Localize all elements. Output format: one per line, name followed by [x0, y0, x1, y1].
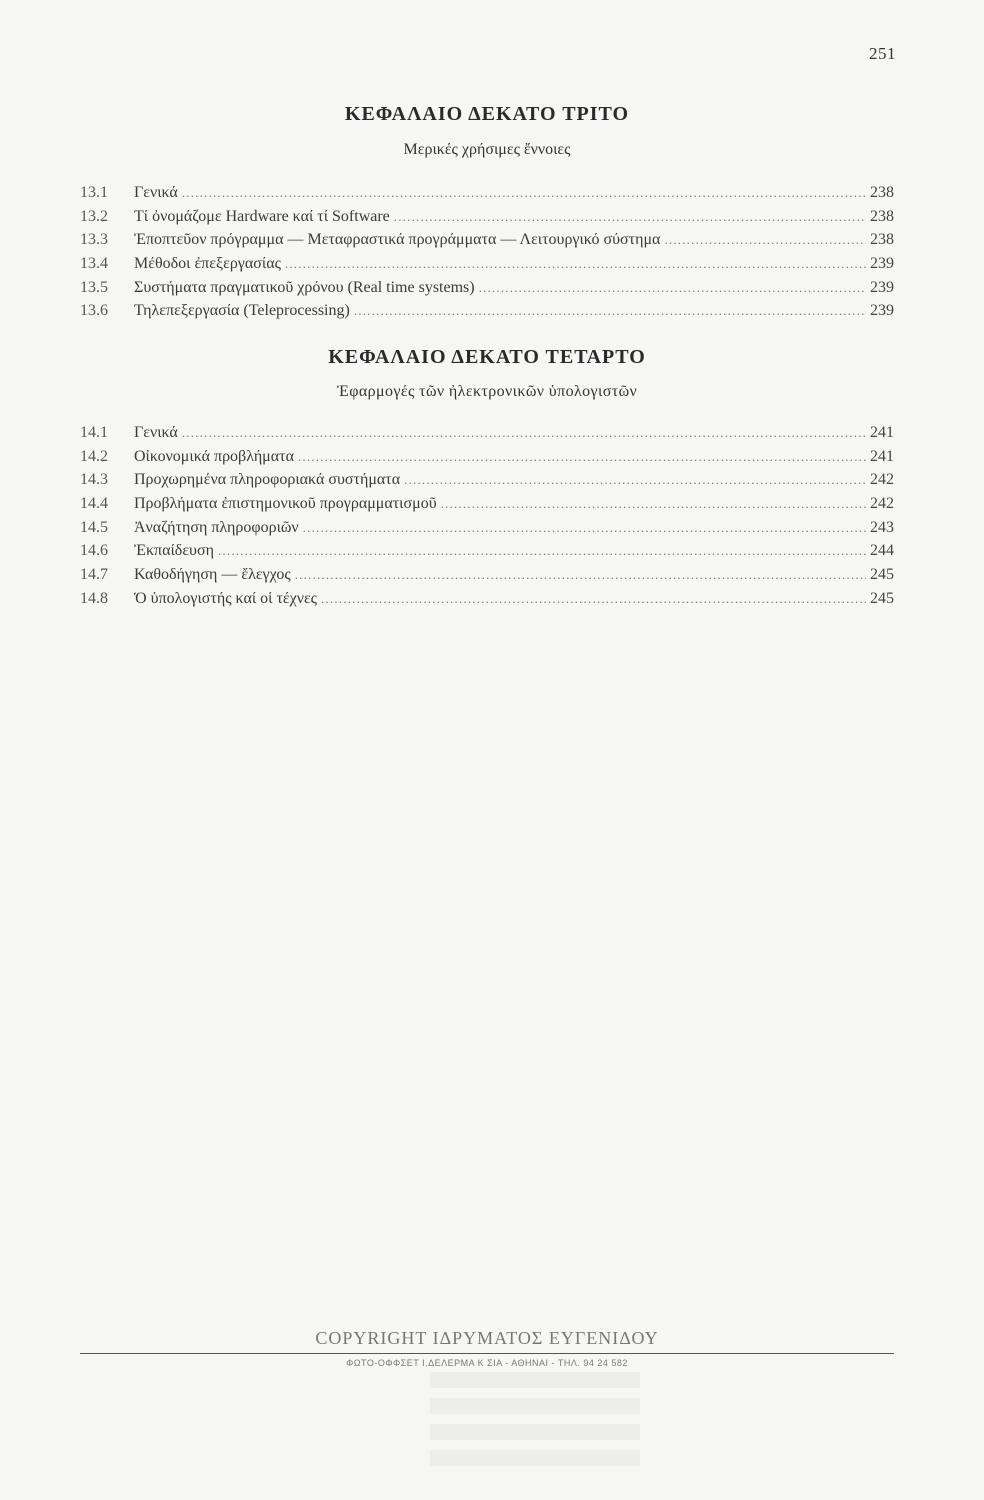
toc-dot-leader — [441, 492, 866, 516]
toc-entry-number: 14.5 — [80, 518, 108, 536]
toc-entry-number: 14.7 — [80, 566, 108, 584]
toc-entry-title: Καθοδήγηση — ἔλεγχος — [134, 566, 291, 584]
toc-entry-page: 239 — [870, 302, 894, 320]
toc-entry — [80, 181, 894, 205]
toc-entry-title: Τηλεπεξεργασία (Teleprocessing) — [134, 302, 350, 320]
footer-divider — [80, 1353, 894, 1354]
toc-entry — [80, 421, 894, 445]
toc-entry-page: 238 — [870, 231, 894, 249]
toc-entry-title: Γενικά — [134, 184, 178, 201]
toc-entry-title: Συστήματα πραγματικοῦ χρόνου (Real time systems) — [134, 278, 475, 296]
toc-entry-number: 13.3 — [80, 231, 108, 249]
toc-dot-leader — [285, 252, 866, 276]
toc-entry-number: 13.2 — [80, 207, 108, 225]
chapter-13-title: ΚΕΦΑΛΑΙΟ ΔΕΚΑΤΟ ΤΡΙΤΟ — [344, 103, 630, 125]
toc-entry-page: 238 — [870, 184, 894, 201]
chapter-14-toc — [80, 421, 894, 611]
toc-entry-page: 238 — [870, 207, 894, 225]
toc-entry-title: Ἐποπτεῦον πρόγραμμα — Μεταφραστικά προγράμματα — Λειτουργικό σύστημα — [134, 231, 661, 249]
chapter-14-title: ΚΕΦΑΛΑΙΟ ΔΕΚΑΤΟ ΤΕΤΑΡΤΟ — [328, 346, 646, 368]
toc-dot-leader — [182, 181, 866, 205]
toc-entry-number: 13.5 — [80, 278, 108, 296]
toc-entry-page: 241 — [870, 424, 894, 441]
toc-entry-number: 14.4 — [80, 495, 108, 513]
toc-entry — [80, 252, 894, 276]
toc-dot-leader — [394, 205, 866, 229]
toc-entry-number: 14.2 — [80, 447, 108, 465]
toc-entry — [80, 563, 894, 587]
toc-entry-page: 244 — [870, 542, 894, 560]
toc-dot-leader — [295, 563, 866, 587]
toc-entry-title: Ἀναζήτηση πληροφοριῶν — [134, 518, 299, 536]
toc-entry-number: 13.1 — [80, 184, 108, 201]
toc-entry — [80, 276, 894, 300]
toc-dot-leader — [303, 516, 866, 540]
toc-entry-page: 245 — [870, 589, 894, 607]
toc-entry-title: Γενικά — [134, 424, 178, 441]
toc-entry-page: 239 — [870, 278, 894, 296]
toc-entry — [80, 468, 894, 492]
toc-entry-page: 245 — [870, 566, 894, 584]
toc-entry — [80, 299, 894, 323]
toc-entry — [80, 492, 894, 516]
toc-entry-number: 14.1 — [80, 424, 108, 441]
toc-entry — [80, 205, 894, 229]
toc-dot-leader — [218, 539, 866, 563]
toc-entry-title: Οἰκονομικά προβλήματα — [134, 447, 294, 465]
toc-entry-number: 13.6 — [80, 302, 108, 320]
toc-entry — [80, 539, 894, 563]
toc-entry-title: Τί ὀνομάζομε Hardware καί τί Software — [134, 207, 390, 225]
toc-entry-number: 14.8 — [80, 589, 108, 607]
toc-entry-title: Μέθοδοι ἐπεξεργασίας — [134, 255, 281, 273]
chapter-13-subtitle: Μερικές χρήσιμες ἔννοιες — [403, 141, 571, 158]
page-number: 251 — [869, 44, 896, 63]
toc-entry-title: Προχωρημένα πληροφοριακά συστήματα — [134, 471, 401, 489]
chapter-13-section — [80, 100, 894, 323]
toc-entry — [80, 587, 894, 611]
toc-entry-number: 14.3 — [80, 471, 108, 489]
toc-entry-page: 243 — [870, 518, 894, 536]
toc-entry-title: Προβλήματα ἐπιστημονικοῦ προγραμματισμοῦ — [134, 495, 437, 513]
toc-dot-leader — [182, 421, 866, 445]
toc-dot-leader — [354, 299, 866, 323]
toc-entry-page: 239 — [870, 255, 894, 273]
toc-dot-leader — [664, 228, 866, 252]
chapter-13-toc — [80, 181, 894, 323]
toc-entry-title: Ἐκπαίδευση — [134, 542, 214, 560]
toc-dot-leader — [479, 276, 866, 300]
faded-watermark-stamp — [430, 1372, 640, 1482]
printer-imprint: ΦΩΤΟ-ΟΦΦΣΕΤ Ι.ΔΕΛΕΡΜΑ Κ ΣΙΑ - ΑΘΗΝΑΙ - ΤΗΛ. 94 24 582 — [346, 1358, 628, 1368]
toc-dot-leader — [321, 587, 866, 611]
toc-entry-page: 242 — [870, 495, 894, 513]
toc-entry-number: 14.6 — [80, 542, 108, 560]
toc-entry — [80, 228, 894, 252]
copyright-notice: COPYRIGHT ΙΔΡΥΜΑΤΟΣ ΕΥΓΕΝΙΔΟΥ — [315, 1328, 659, 1348]
toc-entry-title: Ὁ ὑπολογιστής καί οἱ τέχνες — [134, 589, 317, 607]
toc-entry-page: 242 — [870, 471, 894, 489]
page-footer — [80, 1325, 894, 1368]
toc-entry — [80, 516, 894, 540]
toc-dot-leader — [298, 445, 866, 469]
chapter-14-section — [80, 343, 894, 611]
toc-entry — [80, 445, 894, 469]
toc-entry-page: 241 — [870, 447, 894, 465]
chapter-14-subtitle: Ἐφαρμογές τῶν ἠλεκτρονικῶν ὑπολογιστῶν — [336, 383, 638, 400]
toc-entry-number: 13.4 — [80, 255, 108, 273]
toc-dot-leader — [404, 468, 866, 492]
